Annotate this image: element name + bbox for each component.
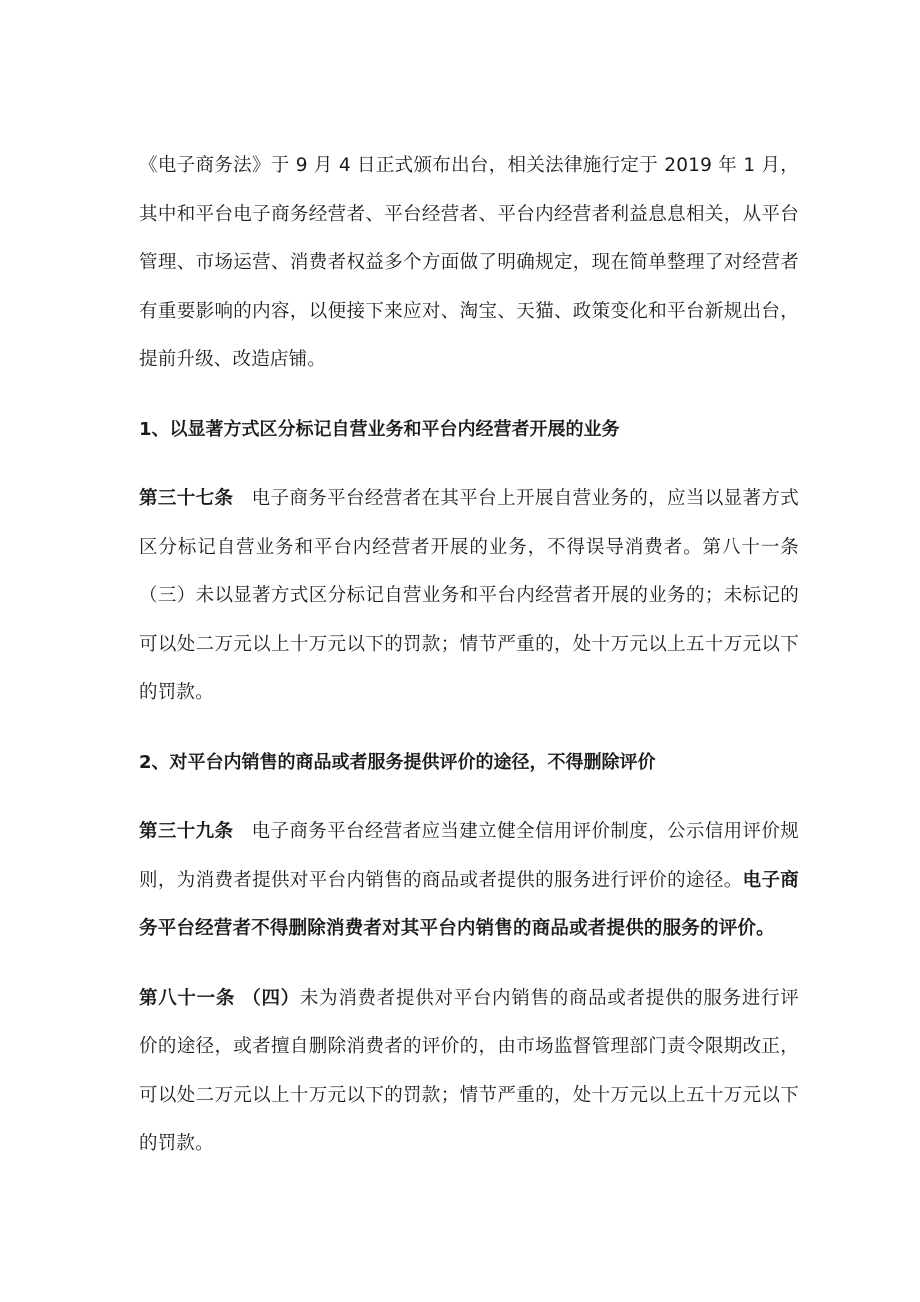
article-39-bold-tail: 电子商务平台经营者不得删除消费者对其平台内销售的商品或者提供的服务的评价。 xyxy=(139,869,800,939)
article-81-4-paragraph xyxy=(139,975,799,1169)
article-39-text: 电子商务平台经营者应当建立健全信用评价制度，公示信用评价规则，为消费者提供对平台内销售的商品或者提供的服务进行评价的途径。 xyxy=(139,821,799,891)
article-37-label: 第三十七条 xyxy=(139,488,234,509)
article-39-paragraph xyxy=(139,808,799,954)
article-37-text: 电子商务平台经营者在其平台上开展自营业务的，应当以显著方式区分标记自营业务和平台内经营者开展的业务，不得误导消费者。第八十一条（三）未以显著方式区分标记自营业务和平台内经营者开展的业务的；未标记的可以处二万元以上十万元以下的罚款；情节严重的，处十万元以上五十万元以下的罚款。 xyxy=(139,488,799,703)
article-81-4-text: 未为消费者提供对平台内销售的商品或者提供的服务进行评价的途径，或者擅自删除消费者的评价的，由市场监督管理部门责令限期改正，可以处二万元以上十万元以下的罚款；情节严重的，处十万元以上五十万元以下的罚款。 xyxy=(139,987,799,1154)
document-page xyxy=(139,142,799,1169)
section-1-heading: 1、以显著方式区分标记自营业务和平台内经营者开展的业务 xyxy=(139,418,620,440)
article-37-paragraph xyxy=(139,475,799,718)
article-81-4-label: 第八十一条 （四） xyxy=(139,987,300,1009)
article-39-label: 第三十九条 xyxy=(139,821,234,842)
section-2-heading: 2、对平台内销售的商品或者服务提供评价的途径，不得删除评价 xyxy=(139,751,656,773)
intro-paragraph: 《电子商务法》于 9 月 4 日正式颁布出台，相关法律施行定于 2019 年 1 月，其中和平台电子商务经营者、平台经营者、平台内经营者利益息息相关，从平台管理、市场运营、消费者权益多个方面做了明确规定，现在简单整理了对经营者有重要影响的内容，以便接下来应对、淘宝、天猫、政策变化和平台新规出台，提前升级、改造店铺。 xyxy=(139,155,799,370)
